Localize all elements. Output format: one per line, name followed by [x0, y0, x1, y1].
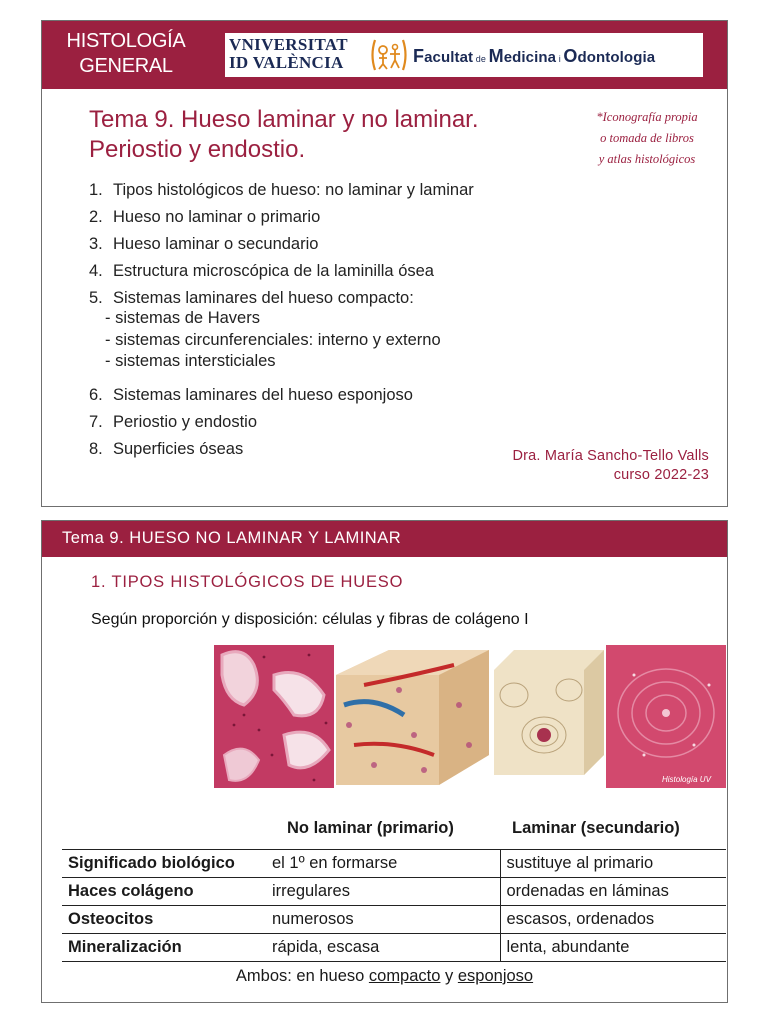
column-header: Laminar (secundario) — [500, 809, 726, 849]
diagram-primary-bone-block — [336, 650, 489, 785]
table-header-row — [62, 809, 726, 849]
toc-number: 4. — [89, 262, 103, 280]
micrograph-primary-bone — [214, 645, 334, 788]
row-label: Significado biológico — [62, 849, 266, 877]
comparison-table — [62, 809, 726, 962]
table-cell: sustituye al primario — [500, 849, 726, 877]
toc-text: Tipos histológicos de hueso: no laminar y laminar — [113, 181, 474, 199]
toc-subitem: - sistemas intersticiales — [105, 352, 276, 370]
toc-number: 1. — [89, 181, 103, 199]
topic-title — [89, 105, 479, 165]
course-title-line2: GENERAL — [79, 55, 173, 77]
toc-text: Sistemas laminares del hueso esponjoso — [113, 386, 413, 404]
faculty-name-initial-o: O — [563, 46, 578, 66]
table-cell: irregulares — [266, 877, 500, 905]
university-name-line1: VNIVERSITAT — [229, 35, 348, 54]
faculty-name — [413, 46, 655, 67]
iconography-note — [572, 107, 722, 170]
toc-number: 8. — [89, 440, 103, 458]
faculty-name-i: i — [556, 54, 564, 64]
topic-title-line1: Tema 9. Hueso laminar y no laminar. — [89, 106, 479, 133]
table-row — [62, 877, 726, 905]
course-title-line1: HISTOLOGÍA — [66, 30, 186, 52]
table-cell: lenta, abundante — [500, 933, 726, 961]
toc-item — [89, 207, 474, 234]
table-cell: numerosos — [266, 905, 500, 933]
toc-number: 2. — [89, 208, 103, 226]
footer-spongy: esponjoso — [457, 967, 534, 985]
toc-number: 3. — [89, 235, 103, 253]
intro-text: Según proporción y disposición: células y fibras de colágeno I — [91, 611, 529, 628]
diagram-lamellar-bone-block — [494, 650, 604, 775]
table-cell: el 1º en formarse — [266, 849, 500, 877]
table-row — [62, 933, 726, 961]
table-cell: ordenadas en láminas — [500, 877, 726, 905]
course-title — [46, 29, 206, 79]
micrograph-lamellar-bone — [606, 645, 726, 788]
toc-text: Superficies óseas — [113, 440, 244, 458]
course-year: curso 2022-23 — [613, 467, 709, 483]
toc-item — [89, 439, 474, 466]
row-label: Haces colágeno — [62, 877, 266, 905]
toc-item — [89, 288, 474, 385]
title-slide — [41, 20, 728, 507]
faculty-name-initial-f: F — [413, 46, 425, 66]
faculty-name-rest-2: edicina — [503, 49, 557, 66]
slide-title: Tema 9. HUESO NO LAMINAR Y LAMINAR — [62, 529, 402, 547]
toc-item — [89, 385, 474, 412]
image-credit: Histología UV — [662, 775, 711, 784]
column-header — [62, 809, 266, 849]
toc-text: Periostio y endostio — [113, 413, 257, 431]
toc-number: 7. — [89, 413, 103, 431]
slide-header — [42, 521, 727, 557]
toc-subitem: - sistemas circunferenciales: interno y externo — [105, 330, 441, 349]
toc-number: 5. — [89, 289, 103, 307]
section-title: 1. TIPOS HISTOLÓGICOS DE HUESO — [91, 573, 404, 591]
author-block — [512, 447, 709, 485]
table-cell: escasos, ordenados — [500, 905, 726, 933]
table-of-contents — [89, 180, 474, 466]
toc-text: Estructura microscópica de la laminilla ósea — [113, 262, 434, 280]
toc-number: 6. — [89, 386, 103, 404]
faculty-name-initial-m: M — [488, 46, 504, 66]
note-line3: y atlas histológicos — [598, 152, 696, 166]
toc-item — [89, 261, 474, 288]
university-name — [229, 36, 348, 72]
faculty-name-de: de — [473, 54, 489, 64]
university-logo-banner — [225, 33, 703, 77]
toc-item — [89, 234, 474, 261]
footer-prefix: Ambos: en hueso — [235, 967, 369, 985]
topic-title-line2: Periostio y endostio. — [89, 136, 306, 163]
university-emblem-icon — [369, 38, 409, 72]
content-slide — [41, 520, 728, 1003]
table-row — [62, 849, 726, 877]
table-footer-note — [42, 967, 727, 986]
author-name: Dra. María Sancho-Tello Valls — [512, 448, 709, 464]
footer-and: y — [440, 967, 458, 985]
university-name-line2: ID VALÈNCIA — [229, 53, 344, 72]
slide-header — [42, 21, 727, 89]
note-line2: o tomada de libros — [600, 131, 694, 145]
bone-histology-images — [214, 645, 726, 788]
toc-text: Hueso no laminar o primario — [113, 208, 321, 226]
table-cell: rápida, escasa — [266, 933, 500, 961]
footer-compact: compacto — [368, 967, 441, 985]
faculty-name-rest-3: dontologia — [577, 49, 656, 66]
toc-text: Sistemas laminares del hueso compacto: — [113, 289, 414, 307]
column-header: No laminar (primario) — [266, 809, 500, 849]
toc-text: Hueso laminar o secundario — [113, 235, 319, 253]
toc-item — [89, 412, 474, 439]
row-label: Mineralización — [62, 933, 266, 961]
table-row — [62, 905, 726, 933]
toc-item — [89, 180, 474, 207]
faculty-name-rest-1: acultat — [424, 49, 474, 66]
row-label: Osteocitos — [62, 905, 266, 933]
note-line1: *Iconografía propia — [596, 110, 698, 124]
toc-subitem: - sistemas de Havers — [105, 309, 260, 327]
